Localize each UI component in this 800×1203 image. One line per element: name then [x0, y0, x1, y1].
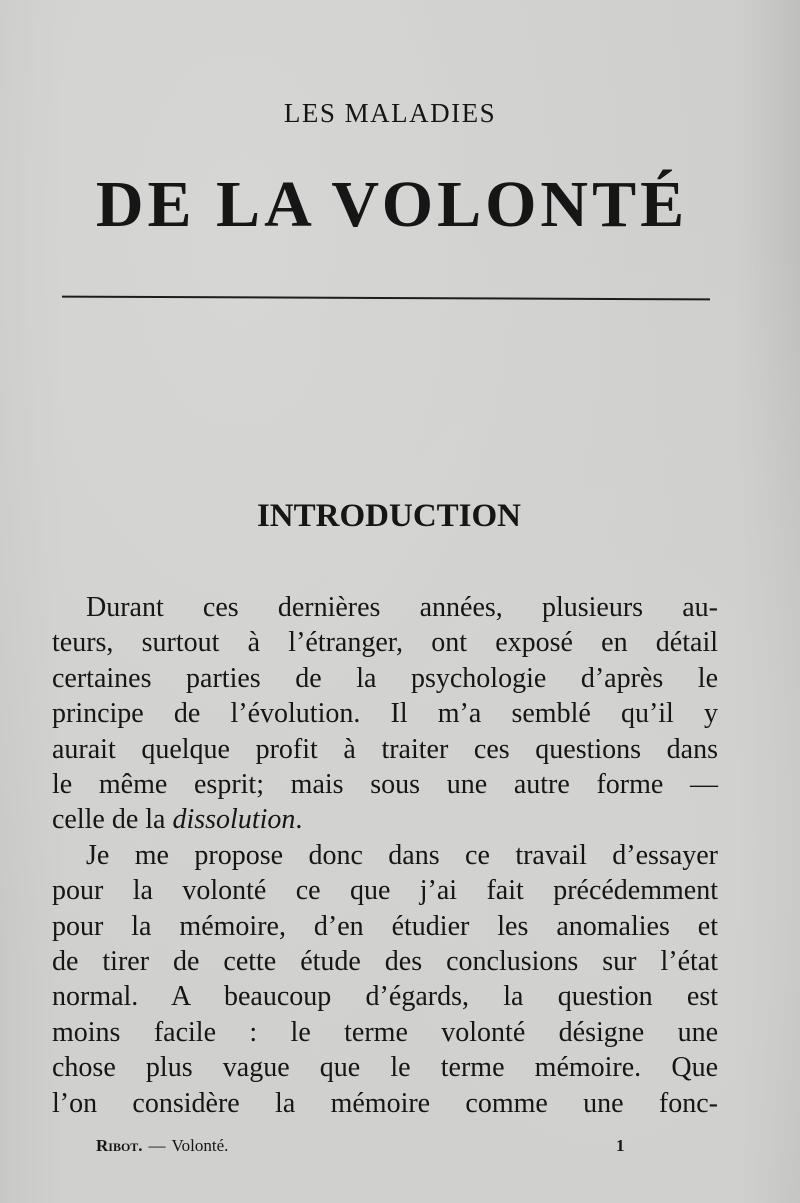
text-line: certaines parties de la psychologie d’après le — [52, 662, 718, 694]
text-line: Durant ces dernières années, plusieurs au- — [86, 592, 718, 623]
text-line: pour la mémoire, d’en étudier les anomalies et — [52, 910, 718, 942]
page-footer — [96, 1136, 656, 1160]
italic-term: dissolution — [172, 804, 296, 836]
title-divider — [62, 296, 710, 301]
text-fragment: . — [295, 804, 303, 836]
chapter-heading: INTRODUCTION — [256, 498, 522, 534]
text-fragment: celle de la — [52, 804, 173, 836]
text-line: l’on considère la mémoire comme une fonc- — [52, 1087, 718, 1119]
text-line: aurait quelque profit à traiter ces questions dans — [52, 733, 718, 765]
text-line: teurs, surtout à l’étranger, ont exposé en détail — [52, 627, 718, 659]
text-line: principe de l’évolution. Il m’a semblé qu’il y — [52, 698, 718, 730]
series-title: LES MALADIES — [283, 98, 497, 128]
text-line: moins facile : le terme volonté désigne une — [52, 1016, 718, 1048]
page-number: 1 — [616, 1136, 625, 1155]
footer-dash: — — [148, 1136, 166, 1155]
body-text — [52, 590, 718, 1121]
footer-title: Volonté. — [171, 1136, 229, 1155]
text-line: pour la volonté ce que j’ai fait précédemment — [52, 875, 718, 907]
text-line: Je me propose donc dans ce travail d’essayer — [86, 839, 718, 871]
text-line — [52, 802, 718, 837]
footer-author: Ribot. — [96, 1136, 143, 1155]
text-line: normal. A beaucoup d’égards, la question est — [52, 981, 718, 1013]
main-title: DE LA VOLONTÉ — [95, 168, 689, 241]
text-line: le même esprit; mais sous une autre forme — — [52, 769, 718, 801]
text-line: de tirer de cette étude des conclusions sur l’état — [52, 946, 718, 978]
text-line: chose plus vague que le terme mémoire. Que — [52, 1052, 718, 1084]
